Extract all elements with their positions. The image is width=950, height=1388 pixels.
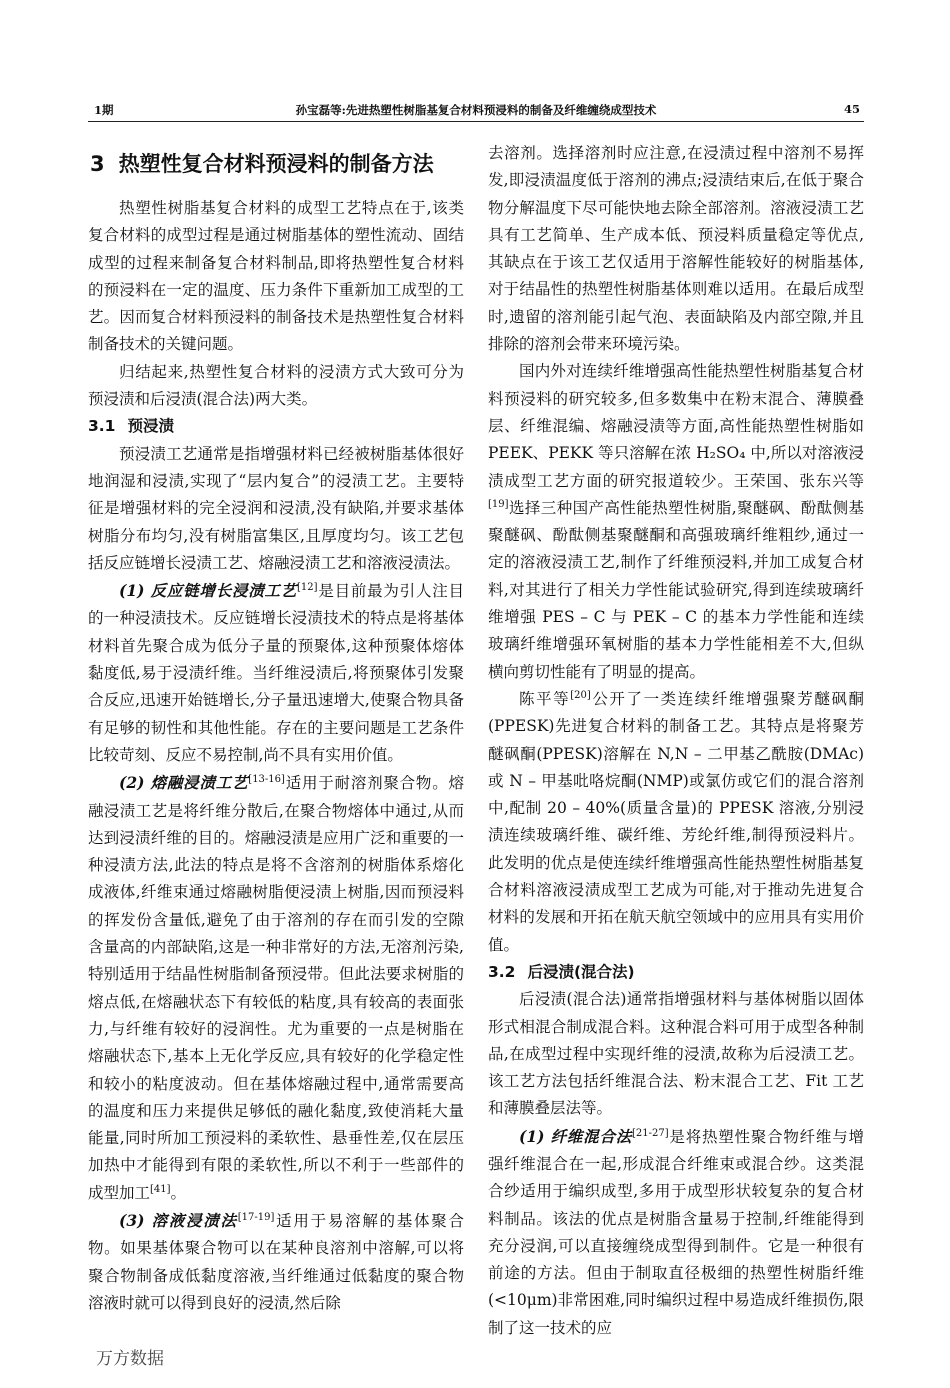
citation[interactable]: [13-16] — [248, 774, 285, 786]
citation[interactable]: [21-27] — [632, 1127, 669, 1139]
method-term: (1) 纤维混合法 — [519, 1126, 633, 1146]
paragraph — [488, 1123, 864, 1342]
citation[interactable]: [41] — [150, 1183, 171, 1195]
section-heading-3 — [90, 149, 464, 179]
paragraph: 归结起来,热塑性复合材料的浸渍方式大致可分为预浸渍和后浸渍(混合法)两大类。 — [88, 362, 464, 409]
page-number: 45 — [843, 102, 860, 116]
paragraph: 热塑性树脂基复合材料的成型工艺特点在于,该类复合材料的成型过程是通过树脂基体的塑性流动、固结成型的过程来制备复合材料制品,即将热塑性复合材料的预浸料在一定的温度、压力条件下重新加工成型的工艺。因而复合材料预浸料的制备技术是热塑性复合材料制备技术的关键问题。 — [88, 199, 464, 354]
paragraph-text: 选择三种国产高性能热塑性树脂,聚醚砜、酚酞侧基聚醚砜、酚酞侧基聚醚酮和高强玻璃纤维粗纱,通过一定的溶液浸渍工艺,制作了纤维预浸料,并加工成复合材料,对其进行了相关力学性能试验研究,得到连续玻璃纤维增强 PES – C 与 PEK – C 的基本力学性能和连续玻璃纤维增强环氧树脂的基本力学性能相差不大,但纵横向剪切性能有了明显的提高。 — [488, 498, 864, 681]
paragraph: 预浸渍工艺通常是指增强材料已经被树脂基体很好地润湿和浸渍,实现了“层内复合”的浸渍工艺。主要特征是增强材料的完全浸润和浸渍,没有缺陷,并要求基体树脂分布均匀,没有树脂富集区,且厚度均匀。该工艺包括反应链增长浸渍工艺、熔融浸渍工艺和溶液浸渍法。 — [88, 444, 464, 572]
subsection-title: 后浸渍(混合法) — [527, 962, 635, 981]
citation[interactable]: [17-19] — [237, 1211, 275, 1223]
running-header — [88, 97, 864, 122]
subsection-title: 预浸渍 — [127, 417, 174, 436]
section-title: 热塑性复合材料预浸料的制备方法 — [118, 152, 434, 176]
section-number: 3 — [90, 152, 105, 176]
subsection-heading-3-1 — [88, 413, 464, 440]
paragraph — [488, 686, 864, 959]
running-title: 孙宝磊等:先进热塑性树脂基复合材料预浸料的制备及纤维缠绕成型技术 — [295, 103, 657, 117]
issue-number: 1期 — [94, 103, 114, 117]
paragraph — [488, 358, 864, 686]
left-column — [88, 137, 464, 1317]
paragraph — [88, 1207, 464, 1317]
subsection-number: 3.2 — [488, 962, 516, 981]
subsection-number: 3.1 — [88, 417, 116, 436]
paragraph: 去溶剂。选择溶剂时应注意,在浸渍过程中溶剂不易挥发,即浸渍温度低于溶剂的沸点;浸渍结束后,在低于聚合物分解温度下尽可能快地去除全部溶剂。溶液浸渍工艺具有工艺简单、生产成本低、预浸料质量稳定等优点,其缺点在于该工艺仅适用于溶解性能较好的树脂基体,对于结晶性的热塑性树脂基体则难以适用。在最后成型时,遗留的溶剂能引起气泡、表面缺陷及内部空隙,并且排除的溶剂会带来环境污染。 — [488, 144, 864, 354]
paragraph — [88, 577, 464, 769]
paragraph-text: 适用于耐溶剂聚合物。熔融浸渍工艺是将纤维分散后,在聚合物熔体中通过,从而达到浸渍纤维的目的。熔融浸渍是应用广泛和重要的一种浸渍方法,此法的特点是将不含溶剂的树脂体系熔化成液体,纤维束通过熔融树脂便浸渍上树脂,因而预浸料的挥发份含量低,避免了由于溶剂的存在而引发的空隙含量高的内部缺陷,这是一种非常好的方法,无溶剂污染,特别适用于结晶性树脂制备预浸带。但此法要求树脂的熔点低,在熔融状态下有较低的粘度,具有较高的表面张力,与纤维有较好的浸润性。尤为重要的一点是树脂在熔融状态下,基本上无化学反应,具有较好的化学稳定性和较小的粘度波动。但在基体熔融过程中,通常需要高的温度和压力来提供足够低的融化黏度,致使消耗大量能量,同时所加工预浸料的柔软性、悬垂性差,仅在层压加热中才能得到有限的柔软性,所以不利于一些部件的成型加工 — [88, 774, 464, 1202]
paragraph-text: 公开了一类连续纤维增强聚芳醚砜酮(PPESK)先进复合材料的制备工艺。其特点是将聚芳醚砜酮(PPESK)溶解在 N,N – 二甲基乙酰胺(DMAc)或 N – 甲基吡咯烷酮(NMP)或氯仿或它们的混合溶剂中,配制 20 – 40%(质量含量)的 PPESK 溶液,分别浸渍连续玻璃纤维、碳纤维、芳纶纤维,制得预浸料片。此发明的优点是使连续纤维增强高性能热塑性树脂基复合材料溶液浸渍成型工艺成为可能,对于推动先进复合材料的发展和开拓在航天航空领域中的应用具有实用价值。 — [488, 689, 864, 954]
method-term: (1) 反应链增长浸渍工艺 — [119, 581, 298, 601]
paragraph-text: 。 — [170, 1183, 187, 1202]
citation[interactable]: [12] — [297, 582, 318, 593]
paragraph-text: 国内外对连续纤维增强高性能热塑性树脂基复合材料预浸料的研究较多,但多数集中在粉末混合、薄膜叠层、纤维混编、熔融浸渍等方面,高性能热塑性树脂如 PEEK、PEKK 等只溶解在浓 H₂SO₄ 中,所以对溶液浸渍成型工艺方面的研究报道较少。王荣国、张东兴等 — [488, 362, 864, 490]
paragraph — [88, 769, 464, 1207]
paragraph-text: 适用于易溶解的基体聚合物。如果基体聚合物可以在某种良溶剂中溶解,可以将聚合物制备成低黏度溶液,当纤维通过低黏度的聚合物溶液时就可以得到良好的浸渍,然后除 — [88, 1211, 464, 1312]
paragraph: 后浸渍(混合法)通常指增强材料与基体树脂以固体形式相混合制成混合料。这种混合料可用于成型各种制品,在成型过程中实现纤维的浸渍,故称为后浸渍工艺。该工艺方法包括纤维混合法、粉末混合工艺、Fit 工艺和薄膜叠层法等。 — [488, 990, 864, 1118]
citation[interactable]: [20] — [570, 689, 591, 701]
paragraph-text: 是目前最为引人注目的一种浸渍技术。反应链增长浸渍技术的特点是将基体材料首先聚合成为低分子量的预聚体,这种预聚体熔体黏度低,易于浸渍纤维。当纤维浸渍后,将预聚体引发聚合反应,迅速开始链增长,分子量迅速增大,使聚合物具备有足够的韧性和其他性能。存在的主要问题是工艺条件比较苛刻、反应不易控制,尚不具有实用价值。 — [88, 582, 464, 764]
watermark-logo: 万方数据 — [96, 1349, 164, 1369]
citation[interactable]: [19] — [488, 498, 509, 510]
method-term: (3) 溶液浸渍法 — [119, 1210, 238, 1230]
paragraph-text: 是将热塑性聚合物纤维与增强纤维混合在一起,形成混合纤维束或混合纱。这类混合纱适用于编织成型,多用于成型形状较复杂的复合材料制品。该法的优点是树脂含量易于控制,纤维能得到充分浸润,可以直接缠绕成型得到制件。它是一种很有前途的方法。但由于制取直径极细的热塑性树脂纤维(<10μm)非常困难,同时编织过程中易造成纤维损伤,限制了这一技术的应 — [488, 1127, 864, 1337]
right-column — [488, 140, 864, 1342]
subsection-heading-3-2 — [488, 959, 864, 986]
paragraph-text: 陈平等 — [519, 689, 571, 708]
method-term: (2) 熔融浸渍工艺 — [119, 773, 249, 793]
